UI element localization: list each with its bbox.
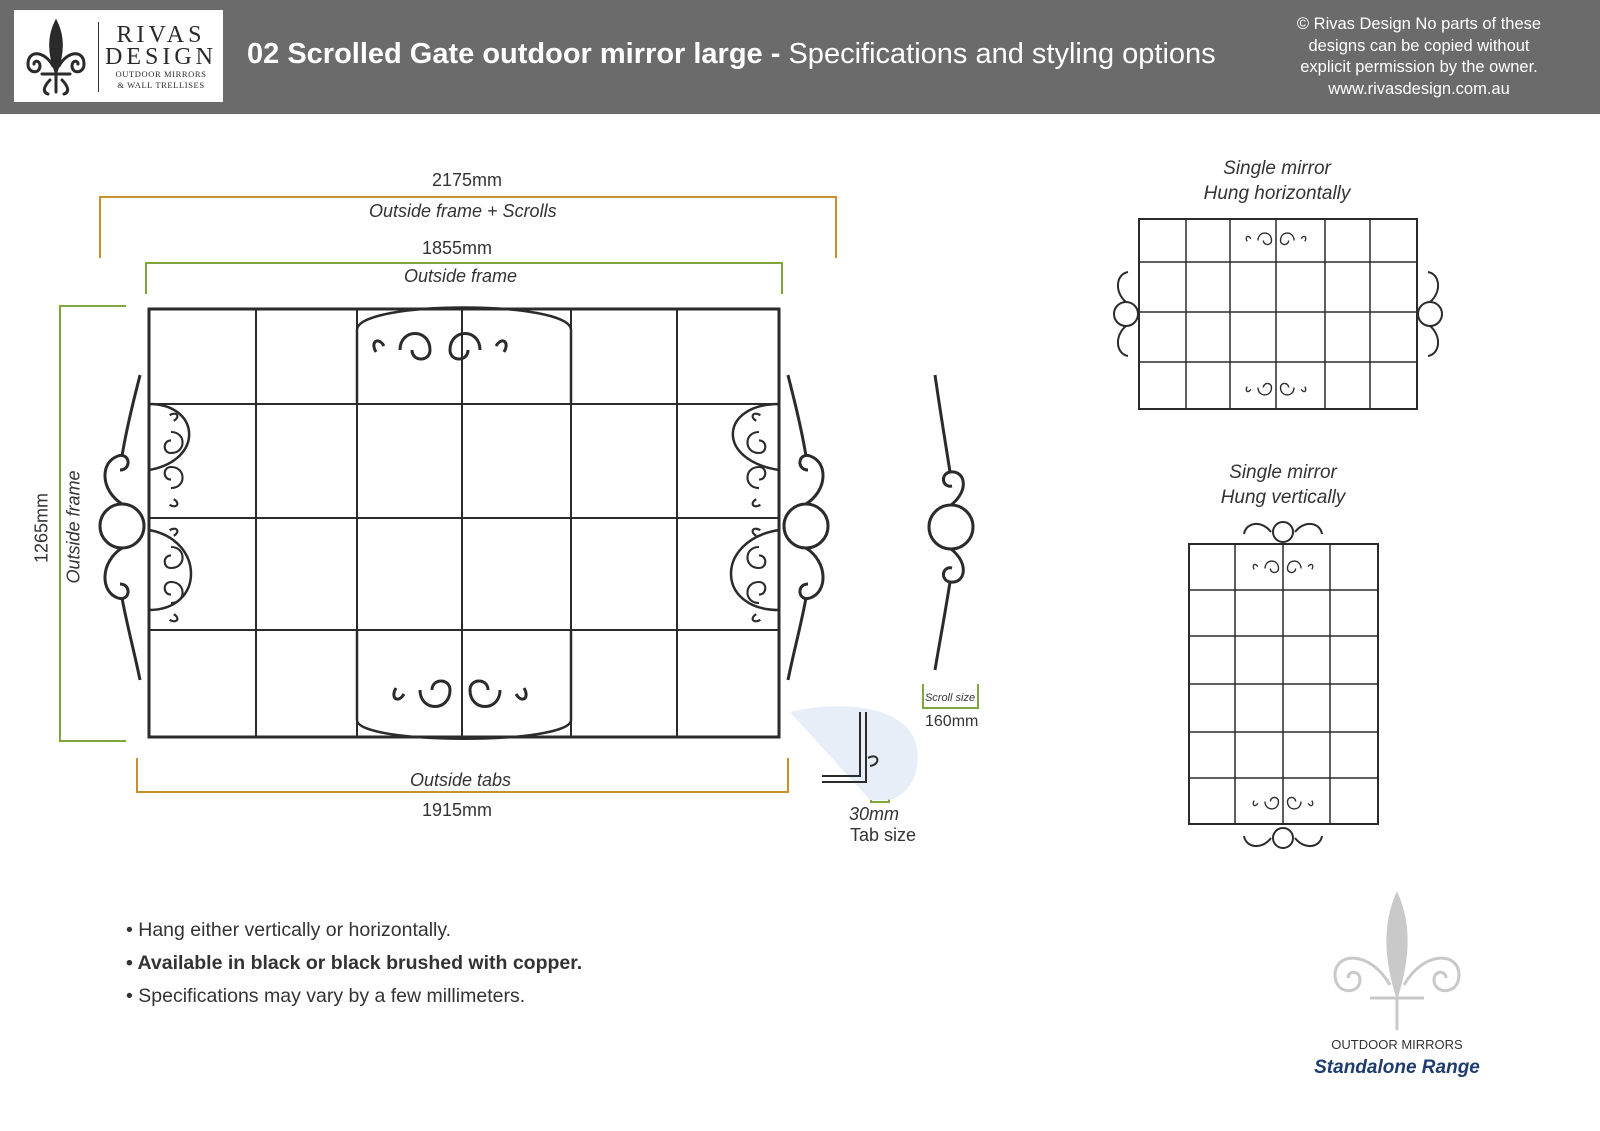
note-item: • Available in black or black brushed with copper. <box>126 952 583 974</box>
copyright-line: designs can be copied without <box>1308 36 1530 55</box>
standalone-range-fleur-icon <box>1335 895 1459 1030</box>
specification-notes <box>126 914 582 1013</box>
logo-name-line1: RIVAS <box>116 22 206 48</box>
scroll-size-value: 160mm <box>925 713 979 730</box>
logo-tagline-line1: OUTDOOR MIRRORS <box>115 69 207 79</box>
horizontal-option-label-2: Hung horizontally <box>1203 183 1351 204</box>
note-item: • Hang either vertically or horizontally. <box>126 919 452 941</box>
horizontal-option-label-1: Single mirror <box>1223 158 1331 179</box>
scroll-sample-sketch <box>929 375 973 670</box>
page-title-regular: Specifications and styling options <box>788 38 1216 70</box>
tabs-width-value: 1915mm <box>422 800 493 820</box>
vertical-option-label-2: Hung vertically <box>1220 487 1346 508</box>
horizontal-mirror-sketch <box>1114 219 1442 409</box>
frame-width-value: 1855mm <box>422 238 493 258</box>
tab-size-value: 30mm <box>849 804 900 824</box>
frame-height-label: Outside frame <box>63 470 84 584</box>
overall-width-label: Outside frame + Scrolls <box>369 201 557 221</box>
tabs-width-label: Outside tabs <box>410 770 512 790</box>
frame-height-value: 1265mm <box>31 492 52 564</box>
logo-name-line2: DESIGN <box>105 44 217 70</box>
vertical-mirror-sketch <box>1189 522 1378 848</box>
tab-size-label: Tab size <box>850 825 917 845</box>
vertical-option-label-1: Single mirror <box>1229 462 1337 483</box>
frame-width-label: Outside frame <box>404 266 518 286</box>
large-mirror-sketch <box>100 308 828 739</box>
logo-tagline-line2: & WALL TRELLISES <box>117 80 205 90</box>
range-name: Standalone Range <box>1314 1057 1480 1078</box>
page-title-bold: 02 Scrolled Gate outdoor mirror large - <box>247 38 781 70</box>
range-category: OUTDOOR MIRRORS <box>1331 1037 1463 1052</box>
website-link[interactable]: www.rivasdesign.com.au <box>1328 79 1510 98</box>
note-item: • Specifications may vary by a few millimeters. <box>126 985 526 1007</box>
overall-width-value: 2175mm <box>432 170 503 190</box>
copyright-line: © Rivas Design No parts of these <box>1296 15 1542 33</box>
tab-detail-sketch <box>790 706 918 800</box>
scroll-size-label-text: Scroll size <box>924 692 976 704</box>
copyright-line: explicit permission by the owner. <box>1300 58 1538 76</box>
